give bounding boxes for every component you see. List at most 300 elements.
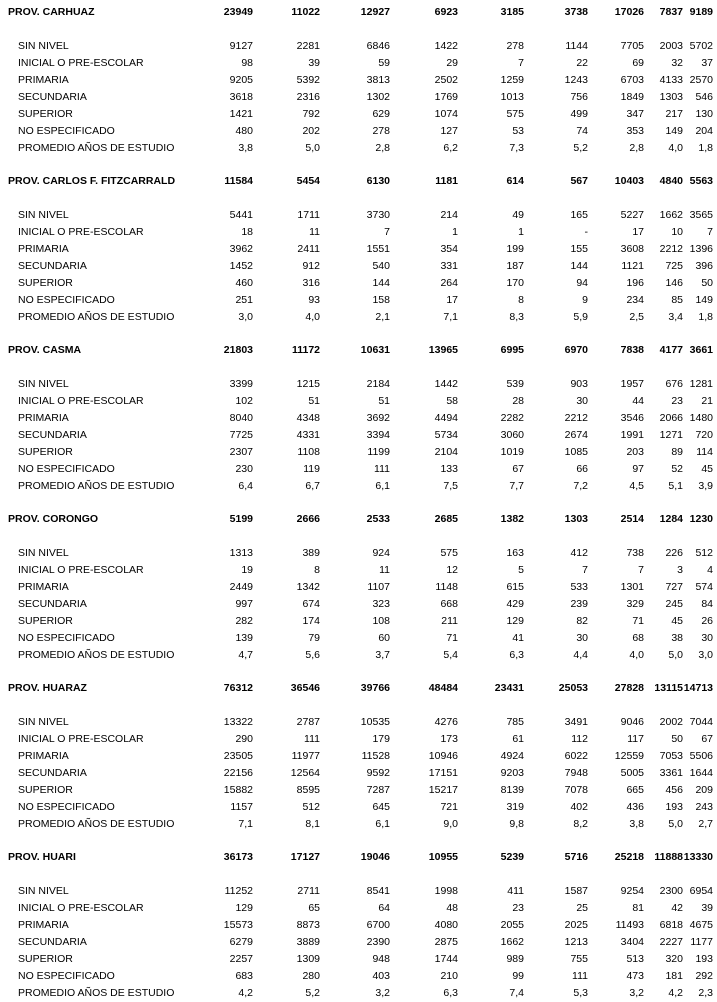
value-cell: 6995 bbox=[500, 344, 524, 356]
value-cell: 1303 bbox=[659, 91, 683, 103]
value-cell: 1259 bbox=[500, 74, 524, 86]
value-cell: 6703 bbox=[620, 74, 644, 86]
table-row bbox=[0, 799, 717, 816]
value-cell: 6,1 bbox=[375, 818, 390, 830]
value-cell: 2674 bbox=[564, 429, 588, 441]
value-cell: 17 bbox=[446, 294, 458, 306]
value-cell: 9205 bbox=[229, 74, 253, 86]
value-cell: 99 bbox=[512, 970, 524, 982]
value-cell: 5716 bbox=[564, 851, 588, 863]
value-cell: 9 bbox=[582, 294, 588, 306]
value-cell: 6,3 bbox=[509, 649, 524, 661]
value-cell: 1013 bbox=[500, 91, 524, 103]
spacer bbox=[0, 190, 717, 207]
value-cell: 165 bbox=[570, 209, 588, 221]
value-cell: 629 bbox=[372, 108, 390, 120]
table-row bbox=[0, 968, 717, 985]
value-cell: 129 bbox=[235, 902, 253, 914]
value-cell: 36173 bbox=[223, 851, 253, 863]
value-cell: 2002 bbox=[659, 716, 683, 728]
value-cell: 2,5 bbox=[629, 311, 644, 323]
value-cell: 10 bbox=[671, 226, 683, 238]
value-cell: 316 bbox=[302, 277, 320, 289]
table-row bbox=[0, 224, 717, 241]
value-cell: 209 bbox=[695, 784, 713, 796]
value-cell: 71 bbox=[446, 632, 458, 644]
province-name: PROV. CORONGO bbox=[8, 513, 99, 525]
value-cell: 36546 bbox=[290, 682, 320, 694]
value-cell: 146 bbox=[665, 277, 683, 289]
value-cell: 1662 bbox=[500, 936, 524, 948]
table-row bbox=[0, 613, 717, 630]
value-cell: 512 bbox=[695, 547, 713, 559]
value-cell: 3692 bbox=[366, 412, 390, 424]
value-cell: 8 bbox=[314, 564, 320, 576]
value-cell: 2502 bbox=[434, 74, 458, 86]
value-cell: 179 bbox=[372, 733, 390, 745]
value-cell: 329 bbox=[626, 598, 644, 610]
value-cell: 4840 bbox=[659, 175, 683, 187]
value-cell: 3813 bbox=[366, 74, 390, 86]
value-cell: 8040 bbox=[229, 412, 253, 424]
value-cell: 1019 bbox=[500, 446, 524, 458]
table-row bbox=[0, 140, 717, 157]
value-cell: 278 bbox=[506, 40, 524, 52]
row-label: NO ESPECIFICADO bbox=[18, 125, 115, 137]
value-cell: 17 bbox=[632, 226, 644, 238]
table-row bbox=[0, 647, 717, 664]
value-cell: 23505 bbox=[223, 750, 253, 762]
row-label: SECUNDARIA bbox=[18, 429, 87, 441]
province-block bbox=[0, 4, 717, 157]
value-cell: 67 bbox=[701, 733, 713, 745]
value-cell: 2570 bbox=[689, 74, 713, 86]
value-cell: 7 bbox=[384, 226, 390, 238]
value-cell: 3399 bbox=[229, 378, 253, 390]
value-cell: 51 bbox=[378, 395, 390, 407]
value-cell: 1421 bbox=[229, 108, 253, 120]
row-label: PRIMARIA bbox=[18, 581, 69, 593]
value-cell: 5454 bbox=[296, 175, 320, 187]
value-cell: 251 bbox=[235, 294, 253, 306]
value-cell: 23949 bbox=[223, 6, 253, 18]
value-cell: 2212 bbox=[659, 243, 683, 255]
value-cell: 119 bbox=[303, 463, 320, 475]
value-cell: 756 bbox=[570, 91, 588, 103]
value-cell: 3,2 bbox=[629, 987, 644, 999]
row-label: SIN NIVEL bbox=[18, 209, 69, 221]
value-cell: 676 bbox=[665, 378, 683, 390]
value-cell: 25053 bbox=[558, 682, 588, 694]
province-block bbox=[0, 511, 717, 664]
row-label: SUPERIOR bbox=[18, 615, 73, 627]
value-cell: 9592 bbox=[366, 767, 390, 779]
value-cell: 7,4 bbox=[509, 987, 524, 999]
value-cell: 2533 bbox=[366, 513, 390, 525]
row-label: PROMEDIO AÑOS DE ESTUDIO bbox=[18, 142, 175, 154]
value-cell: 45 bbox=[671, 615, 683, 627]
value-cell: 1121 bbox=[621, 260, 644, 272]
value-cell: 8541 bbox=[366, 885, 390, 897]
value-cell: 6970 bbox=[564, 344, 588, 356]
value-cell: 3608 bbox=[620, 243, 644, 255]
value-cell: 615 bbox=[506, 581, 524, 593]
value-cell: 2003 bbox=[659, 40, 683, 52]
value-cell: 50 bbox=[701, 277, 713, 289]
value-cell: 7725 bbox=[229, 429, 253, 441]
row-label: NO ESPECIFICADO bbox=[18, 970, 115, 982]
row-label: SIN NIVEL bbox=[18, 547, 69, 559]
value-cell: 997 bbox=[235, 598, 253, 610]
value-cell: 11252 bbox=[224, 885, 253, 897]
value-cell: 3889 bbox=[296, 936, 320, 948]
value-cell: 1422 bbox=[434, 40, 458, 52]
value-cell: 98 bbox=[241, 57, 253, 69]
value-cell: 725 bbox=[665, 260, 683, 272]
value-cell: 14713 bbox=[683, 682, 713, 694]
province-block bbox=[0, 849, 717, 1002]
value-cell: 59 bbox=[378, 57, 390, 69]
value-cell: 4,2 bbox=[668, 987, 683, 999]
value-cell: 117 bbox=[627, 733, 644, 745]
value-cell: 7053 bbox=[659, 750, 683, 762]
table-row bbox=[0, 765, 717, 782]
value-cell: 323 bbox=[372, 598, 390, 610]
value-cell: 170 bbox=[506, 277, 524, 289]
value-cell: 533 bbox=[570, 581, 588, 593]
value-cell: 727 bbox=[665, 581, 683, 593]
value-cell: 3404 bbox=[620, 936, 644, 948]
spacer bbox=[0, 866, 717, 883]
value-cell: 7 bbox=[582, 564, 588, 576]
value-cell: 1230 bbox=[689, 513, 713, 525]
row-label: SECUNDARIA bbox=[18, 598, 87, 610]
value-cell: 1480 bbox=[689, 412, 713, 424]
value-cell: 30 bbox=[701, 632, 713, 644]
value-cell: 460 bbox=[235, 277, 253, 289]
value-cell: 51 bbox=[308, 395, 320, 407]
value-cell: 567 bbox=[570, 175, 588, 187]
value-cell: 1396 bbox=[689, 243, 713, 255]
table-row bbox=[0, 292, 717, 309]
value-cell: 38 bbox=[671, 632, 683, 644]
value-cell: 4080 bbox=[434, 919, 458, 931]
value-cell: 1157 bbox=[230, 801, 253, 813]
value-cell: 155 bbox=[570, 243, 588, 255]
value-cell: 21803 bbox=[223, 344, 253, 356]
province-header-row bbox=[0, 680, 717, 697]
row-label: SECUNDARIA bbox=[18, 91, 87, 103]
value-cell: 2055 bbox=[500, 919, 524, 931]
value-cell: 1998 bbox=[434, 885, 458, 897]
value-cell: 64 bbox=[378, 902, 390, 914]
value-cell: 203 bbox=[626, 446, 644, 458]
value-cell: 1,8 bbox=[698, 142, 713, 154]
value-cell: 5,9 bbox=[573, 311, 588, 323]
value-cell: 2257 bbox=[229, 953, 253, 965]
value-cell: 3185 bbox=[500, 6, 524, 18]
value-cell: 239 bbox=[570, 598, 588, 610]
value-cell: 513 bbox=[626, 953, 644, 965]
value-cell: 67 bbox=[512, 463, 524, 475]
row-label: INICIAL O PRE-ESCOLAR bbox=[18, 226, 144, 238]
table-row bbox=[0, 393, 717, 410]
value-cell: 11584 bbox=[224, 175, 253, 187]
value-cell: 44 bbox=[632, 395, 644, 407]
value-cell: 665 bbox=[626, 784, 644, 796]
value-cell: 108 bbox=[372, 615, 390, 627]
value-cell: 7948 bbox=[564, 767, 588, 779]
value-cell: 234 bbox=[626, 294, 644, 306]
value-cell: 12 bbox=[446, 564, 458, 576]
value-cell: 7,5 bbox=[443, 480, 458, 492]
value-cell: 3,2 bbox=[375, 987, 390, 999]
value-cell: 1 bbox=[518, 226, 524, 238]
value-cell: 45 bbox=[701, 463, 713, 475]
value-cell: 3618 bbox=[229, 91, 253, 103]
table-row bbox=[0, 985, 717, 1002]
value-cell: 8 bbox=[518, 294, 524, 306]
row-label: PROMEDIO AÑOS DE ESTUDIO bbox=[18, 480, 175, 492]
value-cell: 39 bbox=[308, 57, 320, 69]
table-row bbox=[0, 309, 717, 326]
value-cell: 1991 bbox=[620, 429, 644, 441]
value-cell: 127 bbox=[440, 125, 458, 137]
value-cell: 353 bbox=[626, 125, 644, 137]
value-cell: 389 bbox=[302, 547, 320, 559]
value-cell: 7 bbox=[638, 564, 644, 576]
value-cell: 1213 bbox=[564, 936, 588, 948]
value-cell: 66 bbox=[576, 463, 588, 475]
value-cell: 8,1 bbox=[305, 818, 320, 830]
value-cell: 9203 bbox=[500, 767, 524, 779]
value-cell: 193 bbox=[695, 953, 713, 965]
province-name: PROV. HUARI bbox=[8, 851, 76, 863]
table-row bbox=[0, 934, 717, 951]
value-cell: 436 bbox=[626, 801, 644, 813]
value-cell: 3,8 bbox=[238, 142, 253, 154]
value-cell: 12559 bbox=[614, 750, 644, 762]
value-cell: 4,4 bbox=[573, 649, 588, 661]
row-label: INICIAL O PRE-ESCOLAR bbox=[18, 902, 144, 914]
value-cell: 89 bbox=[671, 446, 683, 458]
value-cell: 10535 bbox=[360, 716, 390, 728]
value-cell: 11528 bbox=[361, 750, 390, 762]
value-cell: 58 bbox=[446, 395, 458, 407]
value-cell: 6846 bbox=[366, 40, 390, 52]
value-cell: 2666 bbox=[296, 513, 320, 525]
value-cell: 230 bbox=[235, 463, 253, 475]
value-cell: 1243 bbox=[564, 74, 588, 86]
value-cell: 130 bbox=[695, 108, 713, 120]
value-cell: 193 bbox=[665, 801, 683, 813]
table-row bbox=[0, 478, 717, 495]
value-cell: 4494 bbox=[434, 412, 458, 424]
table-row bbox=[0, 816, 717, 833]
value-cell: 3,8 bbox=[629, 818, 644, 830]
province-header-row bbox=[0, 4, 717, 21]
value-cell: 2281 bbox=[296, 40, 320, 52]
value-cell: 5,0 bbox=[668, 818, 683, 830]
value-cell: 74 bbox=[576, 125, 588, 137]
value-cell: 2,7 bbox=[698, 818, 713, 830]
value-cell: 25218 bbox=[614, 851, 644, 863]
value-cell: 97 bbox=[632, 463, 644, 475]
value-cell: 2212 bbox=[564, 412, 588, 424]
value-cell: 7287 bbox=[366, 784, 390, 796]
value-cell: 21 bbox=[701, 395, 713, 407]
row-label: PROMEDIO AÑOS DE ESTUDIO bbox=[18, 987, 175, 999]
value-cell: 111 bbox=[572, 970, 588, 982]
table-row bbox=[0, 579, 717, 596]
value-cell: 76312 bbox=[223, 682, 253, 694]
province-header-row bbox=[0, 511, 717, 528]
value-cell: 22156 bbox=[223, 767, 253, 779]
value-cell: 173 bbox=[440, 733, 458, 745]
value-cell: 84 bbox=[701, 598, 713, 610]
value-cell: 7078 bbox=[564, 784, 588, 796]
value-cell: 7837 bbox=[659, 6, 683, 18]
table-row bbox=[0, 207, 717, 224]
value-cell: 48 bbox=[446, 902, 458, 914]
value-cell: 9254 bbox=[620, 885, 644, 897]
value-cell: 473 bbox=[626, 970, 644, 982]
value-cell: 17151 bbox=[428, 767, 458, 779]
value-cell: 3738 bbox=[564, 6, 588, 18]
table-row bbox=[0, 376, 717, 393]
value-cell: 4,0 bbox=[305, 311, 320, 323]
value-cell: 2,8 bbox=[375, 142, 390, 154]
value-cell: 71 bbox=[632, 615, 644, 627]
value-cell: 4276 bbox=[434, 716, 458, 728]
value-cell: - bbox=[584, 226, 588, 238]
row-label: PRIMARIA bbox=[18, 74, 69, 86]
value-cell: 1 bbox=[452, 226, 458, 238]
value-cell: 499 bbox=[570, 108, 588, 120]
value-cell: 39 bbox=[701, 902, 713, 914]
value-cell: 13322 bbox=[223, 716, 253, 728]
province-block bbox=[0, 173, 717, 326]
value-cell: 23431 bbox=[494, 682, 524, 694]
value-cell: 3394 bbox=[366, 429, 390, 441]
value-cell: 785 bbox=[506, 716, 524, 728]
value-cell: 6,2 bbox=[443, 142, 458, 154]
spacer bbox=[0, 359, 717, 376]
row-label: SUPERIOR bbox=[18, 784, 73, 796]
value-cell: 4,5 bbox=[629, 480, 644, 492]
value-cell: 3565 bbox=[689, 209, 713, 221]
province-header-row bbox=[0, 342, 717, 359]
value-cell: 7,1 bbox=[238, 818, 253, 830]
value-cell: 1,8 bbox=[698, 311, 713, 323]
table-row bbox=[0, 782, 717, 799]
value-cell: 8,3 bbox=[509, 311, 524, 323]
value-cell: 65 bbox=[308, 902, 320, 914]
value-cell: 4 bbox=[707, 564, 713, 576]
value-cell: 755 bbox=[570, 953, 588, 965]
value-cell: 5,3 bbox=[573, 987, 588, 999]
row-label: SIN NIVEL bbox=[18, 716, 69, 728]
spacer bbox=[0, 528, 717, 545]
row-label: INICIAL O PRE-ESCOLAR bbox=[18, 395, 144, 407]
value-cell: 2787 bbox=[296, 716, 320, 728]
value-cell: 112 bbox=[571, 733, 588, 745]
value-cell: 3060 bbox=[500, 429, 524, 441]
value-cell: 2066 bbox=[659, 412, 683, 424]
table-row bbox=[0, 106, 717, 123]
value-cell: 243 bbox=[695, 801, 713, 813]
value-cell: 1181 bbox=[435, 175, 458, 187]
value-cell: 174 bbox=[302, 615, 320, 627]
value-cell: 1271 bbox=[659, 429, 683, 441]
value-cell: 23 bbox=[512, 902, 524, 914]
table-row bbox=[0, 545, 717, 562]
value-cell: 1303 bbox=[564, 513, 588, 525]
value-cell: 1108 bbox=[297, 446, 320, 458]
value-cell: 7705 bbox=[620, 40, 644, 52]
value-cell: 546 bbox=[695, 91, 713, 103]
value-cell: 6,4 bbox=[238, 480, 253, 492]
value-cell: 226 bbox=[665, 547, 683, 559]
value-cell: 1281 bbox=[689, 378, 713, 390]
value-cell: 5005 bbox=[620, 767, 644, 779]
value-cell: 111 bbox=[374, 463, 390, 475]
value-cell: 11888 bbox=[654, 851, 683, 863]
table-row bbox=[0, 714, 717, 731]
value-cell: 23 bbox=[671, 395, 683, 407]
value-cell: 81 bbox=[632, 902, 644, 914]
value-cell: 9046 bbox=[620, 716, 644, 728]
province-block bbox=[0, 342, 717, 495]
value-cell: 94 bbox=[576, 277, 588, 289]
value-cell: 15882 bbox=[223, 784, 253, 796]
value-cell: 15217 bbox=[428, 784, 458, 796]
value-cell: 10946 bbox=[428, 750, 458, 762]
table-row bbox=[0, 917, 717, 934]
value-cell: 10955 bbox=[428, 851, 458, 863]
value-cell: 19046 bbox=[360, 851, 390, 863]
value-cell: 3962 bbox=[229, 243, 253, 255]
value-cell: 48484 bbox=[428, 682, 458, 694]
value-cell: 1107 bbox=[367, 581, 390, 593]
value-cell: 27828 bbox=[614, 682, 644, 694]
value-cell: 1215 bbox=[296, 378, 320, 390]
province-header-row bbox=[0, 849, 717, 866]
value-cell: 9189 bbox=[689, 6, 713, 18]
value-cell: 5,0 bbox=[668, 649, 683, 661]
value-cell: 17026 bbox=[614, 6, 644, 18]
value-cell: 3361 bbox=[659, 767, 683, 779]
value-cell: 30 bbox=[576, 632, 588, 644]
value-cell: 211 bbox=[441, 615, 458, 627]
table-row bbox=[0, 461, 717, 478]
value-cell: 22 bbox=[576, 57, 588, 69]
row-label: SIN NIVEL bbox=[18, 40, 69, 52]
value-cell: 575 bbox=[506, 108, 524, 120]
value-cell: 1644 bbox=[689, 767, 713, 779]
row-label: PRIMARIA bbox=[18, 919, 69, 931]
value-cell: 9,0 bbox=[443, 818, 458, 830]
value-cell: 12927 bbox=[360, 6, 390, 18]
table-row bbox=[0, 89, 717, 106]
value-cell: 1144 bbox=[565, 40, 588, 52]
value-cell: 11977 bbox=[291, 750, 320, 762]
value-cell: 5,1 bbox=[668, 480, 683, 492]
value-cell: 102 bbox=[235, 395, 253, 407]
value-cell: 11022 bbox=[291, 6, 320, 18]
value-cell: 6818 bbox=[659, 919, 683, 931]
value-cell: 204 bbox=[695, 125, 713, 137]
